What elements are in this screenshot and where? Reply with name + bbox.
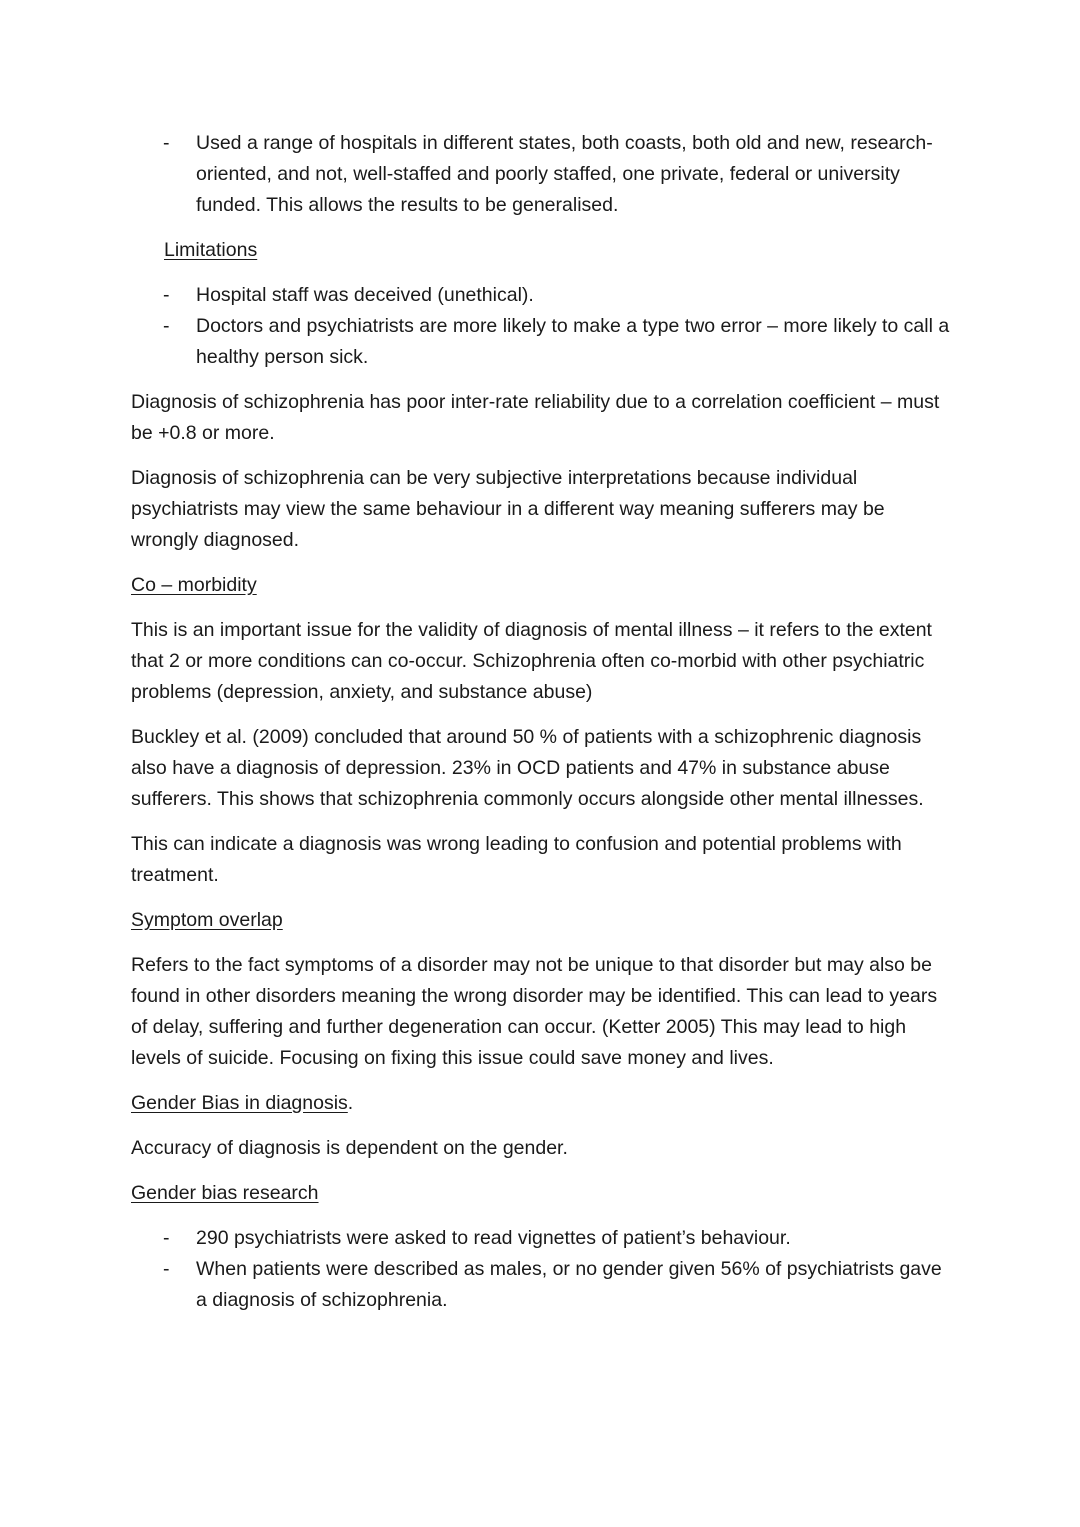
list-item: - 290 psychiatrists were asked to read vignettes of patient’s behaviour.	[131, 1223, 951, 1254]
list-item: - Used a range of hospitals in different states, both coasts, both old and new, research-oriented, and not, well-staffed and poorly staffed, one private, federal or university funded. This allows the results to be generalised.	[131, 128, 951, 221]
gender-bias-heading-suffix: .	[347, 1092, 354, 1114]
diagnosis-wrong-paragraph: This can indicate a diagnosis was wrong leading to confusion and potential problems with treatment.	[131, 833, 902, 886]
gender-bias-paragraph: Accuracy of diagnosis is dependent on the gender.	[131, 1137, 568, 1159]
symptom-overlap-heading: Symptom overlap	[131, 909, 283, 931]
list-item: - When patients were described as males, or no gender given 56% of psychiatrists gave a diagnosis of schizophrenia.	[131, 1254, 951, 1316]
gender-bias-heading-line	[131, 1088, 951, 1119]
gender-research-bullet-list	[131, 1223, 951, 1316]
list-item: - Hospital staff was deceived (unethical).	[131, 280, 951, 311]
gender-research-heading: Gender bias research	[131, 1182, 319, 1204]
document-page	[131, 128, 951, 1330]
symptom-overlap-paragraph: Refers to the fact symptoms of a disorder may not be unique to that disorder but may also be found in other disorders meaning the wrong disorder may be identified. This can lead to years of delay, suffering and further degeneration can occur. (Ketter 2005) This may lead to high levels of suicide. Focusing on fixing this issue could save money and lives.	[131, 954, 938, 1069]
strengths-bullet-list	[131, 128, 951, 221]
gender-bias-heading: Gender Bias in diagnosis	[131, 1092, 348, 1114]
comorbidity-heading: Co – morbidity	[131, 574, 257, 596]
subjectivity-paragraph: Diagnosis of schizophrenia can be very subjective interpretations because individual psychiatrists may view the same behaviour in a different way meaning sufferers may be wrongly diagnosed.	[131, 467, 885, 551]
limitations-bullet-list	[131, 280, 951, 373]
reliability-paragraph: Diagnosis of schizophrenia has poor inter-rate reliability due to a correlation coefficient – must be +0.8 or more.	[131, 391, 940, 444]
limitations-heading: Limitations	[164, 239, 258, 261]
buckley-paragraph: Buckley et al. (2009) concluded that around 50 % of patients with a schizophrenic diagnosis also have a diagnosis of depression. 23% in OCD patients and 47% in substance abuse sufferers. This shows that schizophrenia commonly occurs alongside other mental illnesses.	[131, 726, 924, 810]
list-item: - Doctors and psychiatrists are more likely to make a type two error – more likely to call a healthy person sick.	[131, 311, 951, 373]
comorbidity-paragraph: This is an important issue for the validity of diagnosis of mental illness – it refers to the extent that 2 or more conditions can co-occur. Schizophrenia often co-morbid with other psychiatric problems (depression, anxiety, and substance abuse)	[131, 619, 932, 703]
